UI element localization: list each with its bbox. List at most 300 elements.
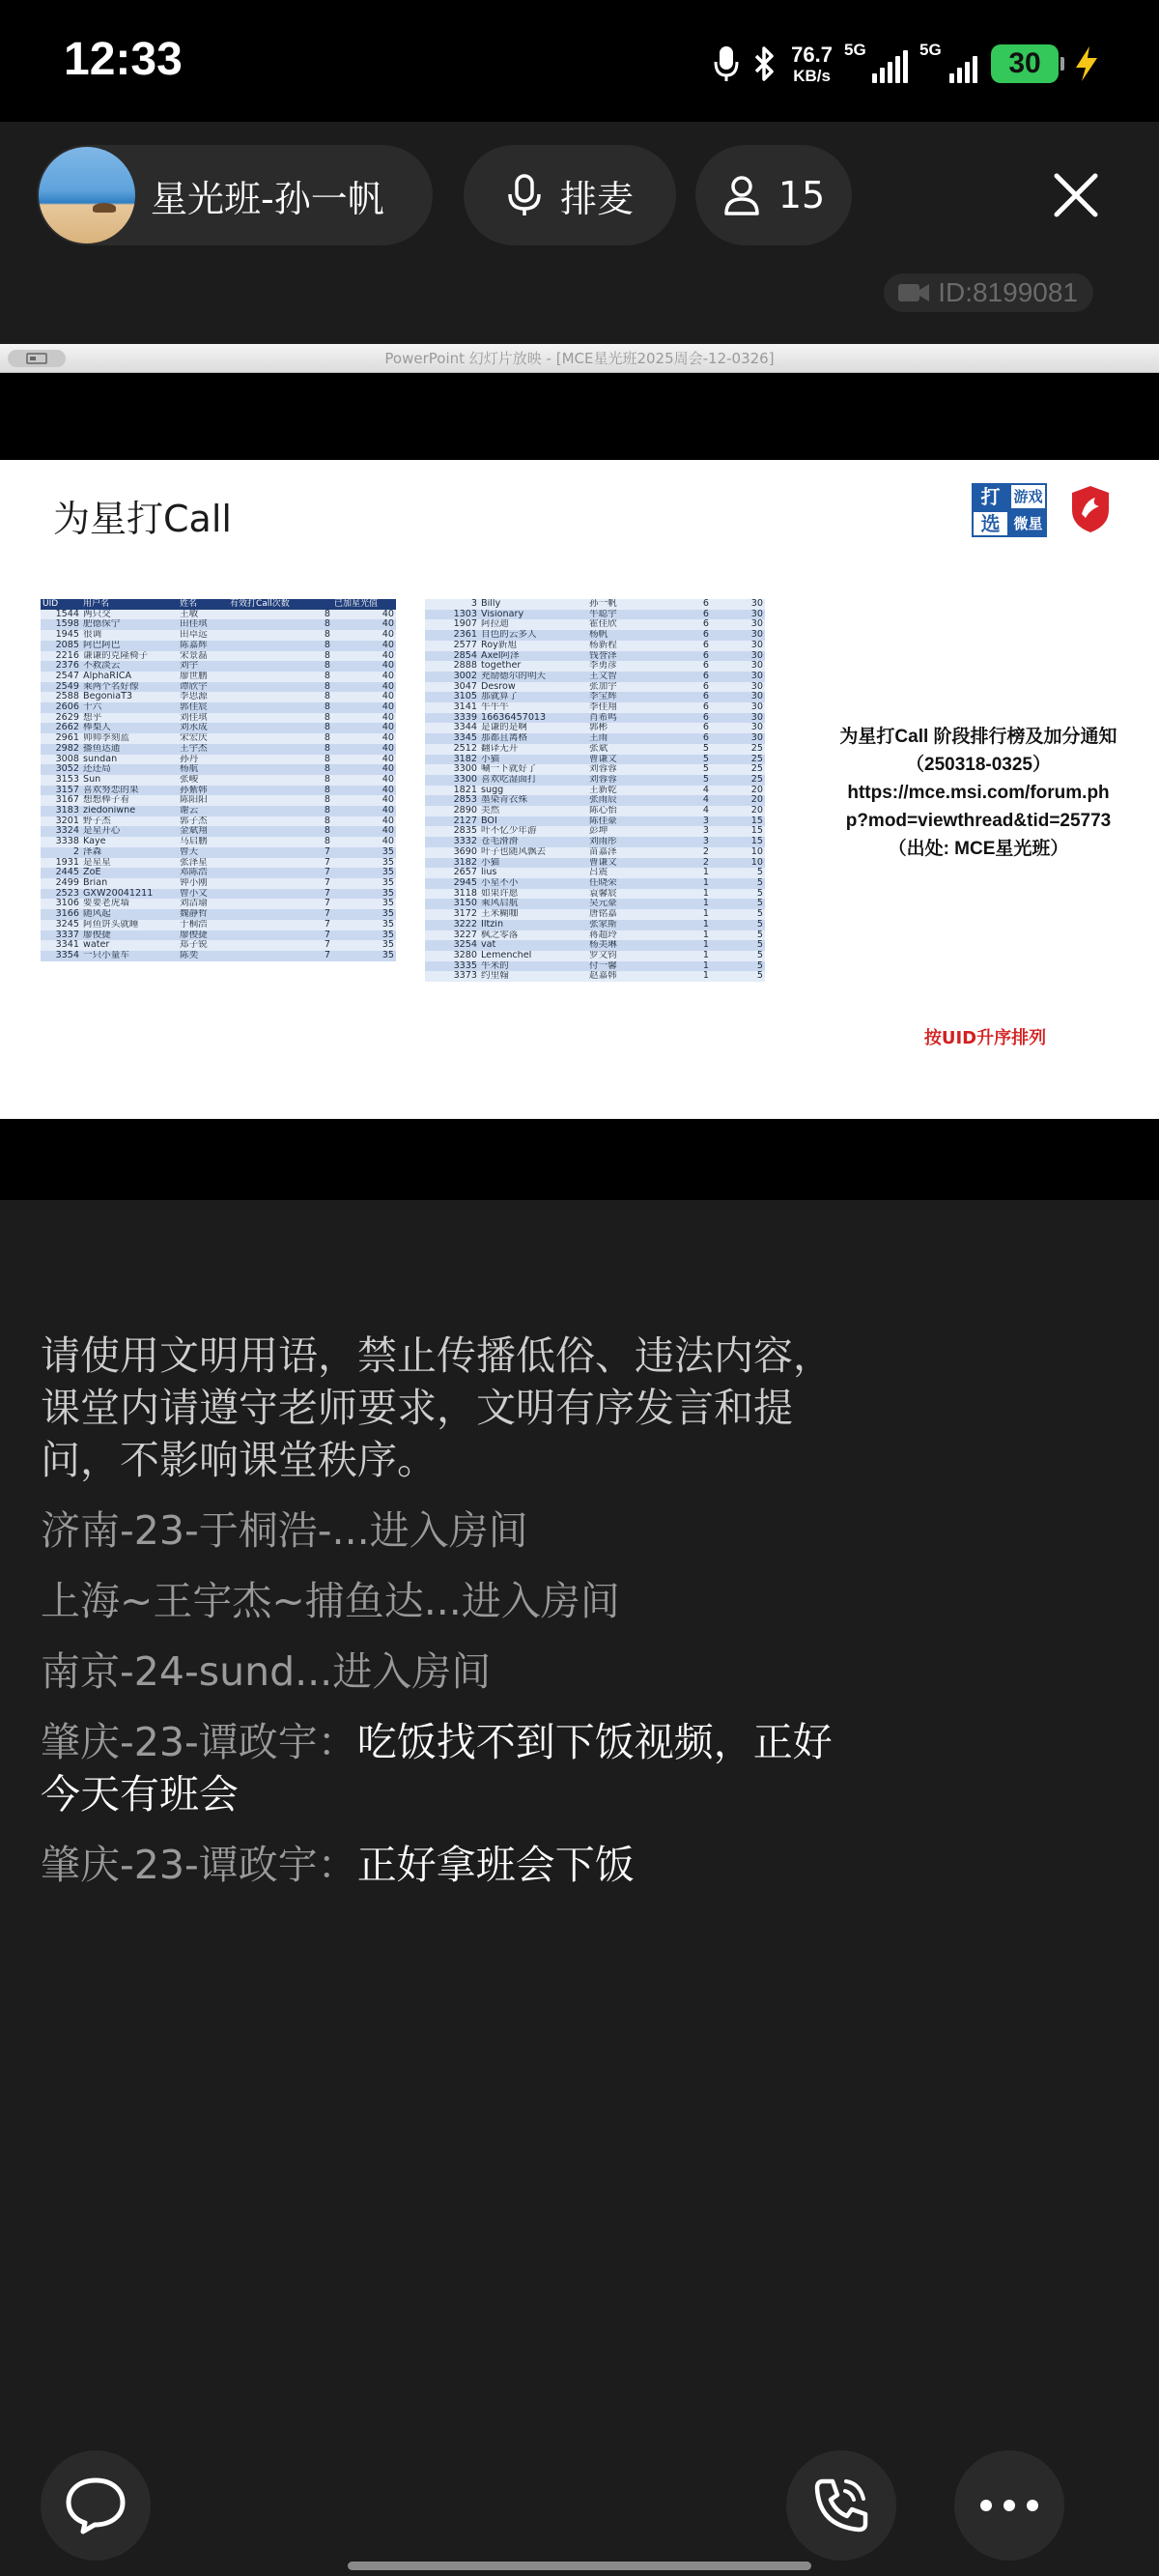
table-row bbox=[41, 940, 396, 951]
table-cell: 2854 bbox=[425, 651, 479, 662]
table-cell: 3141 bbox=[425, 702, 479, 713]
table-cell: 吕震 bbox=[587, 868, 641, 878]
table-row bbox=[425, 858, 765, 869]
table-cell: 陈嘉辉 bbox=[178, 641, 228, 651]
table-cell: 吴元豪 bbox=[587, 899, 641, 909]
table-cell: 2499 bbox=[41, 878, 81, 889]
table-cell: together bbox=[479, 661, 587, 672]
table-cell: 25 bbox=[711, 744, 765, 755]
table-row bbox=[425, 951, 765, 961]
table-cell: 2361 bbox=[425, 630, 479, 641]
table-cell: 5 bbox=[641, 755, 711, 765]
table-cell: 3183 bbox=[41, 806, 81, 816]
table-cell: 5 bbox=[711, 909, 765, 920]
table-cell: 翻译无开 bbox=[479, 744, 587, 755]
voice-call-button[interactable] bbox=[786, 2450, 896, 2561]
table-row bbox=[425, 930, 765, 941]
chat-message bbox=[41, 1504, 842, 1557]
chat-feed bbox=[41, 1330, 842, 1909]
table-cell: 1 bbox=[641, 930, 711, 941]
table-row bbox=[425, 795, 765, 806]
table-cell: 3118 bbox=[425, 889, 479, 900]
table-cell: 35 bbox=[332, 920, 396, 930]
score-table-right bbox=[425, 599, 765, 982]
table-cell: 40 bbox=[332, 744, 396, 755]
table-cell: vat bbox=[479, 940, 587, 951]
table-cell: 赵嘉韩 bbox=[587, 971, 641, 982]
table-cell: 十六 bbox=[81, 702, 178, 713]
table-row bbox=[41, 723, 396, 733]
table-cell: 6 bbox=[641, 610, 711, 620]
table-cell: 张加宇 bbox=[587, 682, 641, 693]
table-cell: 8 bbox=[228, 786, 332, 796]
table-cell: 3332 bbox=[425, 837, 479, 847]
table-cell: 6 bbox=[641, 672, 711, 682]
table-cell: 杨新程 bbox=[587, 641, 641, 651]
table-row bbox=[41, 868, 396, 878]
table-cell: 40 bbox=[332, 610, 396, 620]
table-cell: 1 bbox=[641, 940, 711, 951]
table-cell: 1907 bbox=[425, 619, 479, 630]
chat-message bbox=[41, 1716, 842, 1820]
table-cell: 7 bbox=[228, 920, 332, 930]
table-cell: 35 bbox=[332, 940, 396, 951]
table-cell: 6 bbox=[641, 599, 711, 610]
table-cell: 唐铭嘉 bbox=[587, 909, 641, 920]
table-cell: 宋宏庆 bbox=[178, 733, 228, 744]
table-cell: 35 bbox=[332, 930, 396, 941]
table-cell: 40 bbox=[332, 816, 396, 827]
chat-sender: 肇庆-23-谭政宇： bbox=[41, 1719, 357, 1765]
table-cell: 1 bbox=[641, 920, 711, 930]
table-cell: 李佳翔 bbox=[587, 702, 641, 713]
table-cell: 刘蓉蓉 bbox=[587, 764, 641, 775]
table-cell: 40 bbox=[332, 837, 396, 847]
table-cell: 1 bbox=[641, 878, 711, 889]
table-cell: 2629 bbox=[41, 713, 81, 724]
table-cell: Kaye bbox=[81, 837, 178, 847]
table-row bbox=[425, 847, 765, 858]
table-cell: 15 bbox=[711, 816, 765, 827]
table-cell: ZoE bbox=[81, 868, 178, 878]
table-cell: 6 bbox=[641, 713, 711, 724]
status-bar bbox=[0, 0, 1159, 122]
table-cell: 孙丹 bbox=[178, 755, 228, 765]
table-cell: 2890 bbox=[425, 806, 479, 816]
person-icon bbox=[722, 174, 761, 216]
table-cell: 2888 bbox=[425, 661, 479, 672]
table-row bbox=[425, 971, 765, 982]
column-header: 用户名 bbox=[81, 599, 178, 610]
table-row bbox=[41, 786, 396, 796]
mic-queue-button[interactable] bbox=[464, 145, 676, 245]
table-cell: 2512 bbox=[425, 744, 479, 755]
table-cell: 8 bbox=[228, 661, 332, 672]
table-cell: 7 bbox=[228, 847, 332, 858]
table-cell: 3338 bbox=[41, 837, 81, 847]
table-cell: 杨帆 bbox=[587, 630, 641, 641]
table-cell: 想乎 bbox=[81, 713, 178, 724]
table-cell: 2662 bbox=[41, 723, 81, 733]
table-cell: 8 bbox=[228, 764, 332, 775]
table-cell: 3335 bbox=[425, 961, 479, 972]
status-time: 12:33 bbox=[64, 34, 183, 85]
table-header bbox=[41, 599, 396, 610]
chat-message bbox=[41, 1646, 842, 1698]
table-cell: 3002 bbox=[425, 672, 479, 682]
charging-bolt-icon bbox=[1072, 44, 1101, 83]
table-cell: 付一馨 bbox=[587, 961, 641, 972]
table-cell: 1303 bbox=[425, 610, 479, 620]
table-cell: 喜欢努恋的果 bbox=[81, 786, 178, 796]
table-cell: 田佳琪 bbox=[178, 619, 228, 630]
table-cell: Brian bbox=[81, 878, 178, 889]
table-cell: 牛牛牛 bbox=[479, 702, 587, 713]
table-cell: 5 bbox=[711, 878, 765, 889]
table-cell: 16636457013 bbox=[479, 713, 587, 724]
table-row bbox=[425, 909, 765, 920]
table-cell: 40 bbox=[332, 723, 396, 733]
table-row bbox=[41, 858, 396, 869]
table-cell: 蒋超玲 bbox=[587, 930, 641, 941]
table-cell: 张家斯 bbox=[587, 920, 641, 930]
home-indicator[interactable] bbox=[348, 2562, 811, 2570]
avatar[interactable] bbox=[39, 147, 135, 243]
table-cell: 8 bbox=[228, 744, 332, 755]
table-cell: 30 bbox=[711, 619, 765, 630]
table-cell: lius bbox=[479, 868, 587, 878]
table-cell: 刘佳琪 bbox=[178, 713, 228, 724]
table-cell: 李宝辉 bbox=[587, 692, 641, 702]
table-row bbox=[41, 733, 396, 744]
table-cell: 30 bbox=[711, 702, 765, 713]
table-cell: 8 bbox=[228, 641, 332, 651]
table-cell: 5 bbox=[711, 899, 765, 909]
table-row bbox=[425, 630, 765, 641]
table-cell: 25 bbox=[711, 755, 765, 765]
table-cell: 王米糊咖 bbox=[479, 909, 587, 920]
table-cell: 2577 bbox=[425, 641, 479, 651]
chat-message bbox=[41, 1575, 842, 1627]
table-cell: 泽森 bbox=[81, 847, 178, 858]
microphone-icon bbox=[714, 44, 739, 83]
table-row bbox=[41, 930, 396, 941]
table-row bbox=[41, 889, 396, 900]
table-cell: 魏静哲 bbox=[178, 909, 228, 920]
table-cell: 刘宇 bbox=[178, 661, 228, 672]
table-cell: GXW20041211 bbox=[81, 889, 178, 900]
table-cell: 40 bbox=[332, 755, 396, 765]
signal-sim1-icon bbox=[844, 41, 908, 83]
table-row bbox=[425, 744, 765, 755]
table-cell: 牛聪宇 bbox=[587, 610, 641, 620]
table-row bbox=[425, 920, 765, 930]
table-cell: 40 bbox=[332, 672, 396, 682]
table-cell: 陈心怡 bbox=[587, 806, 641, 816]
table-cell: 叶不忆少年游 bbox=[479, 826, 587, 837]
table-cell: 40 bbox=[332, 692, 396, 702]
column-header: 姓名 bbox=[178, 599, 228, 610]
table-cell: 3373 bbox=[425, 971, 479, 982]
table-cell: 金斌翔 bbox=[178, 826, 228, 837]
table-cell: 3245 bbox=[41, 920, 81, 930]
table-cell: 肥德保宁 bbox=[81, 619, 178, 630]
room-header bbox=[0, 122, 1159, 296]
table-cell: 20 bbox=[711, 806, 765, 816]
more-dots-icon bbox=[977, 2498, 1041, 2513]
table-cell: 2547 bbox=[41, 672, 81, 682]
table-cell: 自色的云多人 bbox=[479, 630, 587, 641]
table-cell: 宋景磊 bbox=[178, 651, 228, 662]
table-cell: 3047 bbox=[425, 682, 479, 693]
table-cell: 孙紫韩 bbox=[178, 786, 228, 796]
table-cell: 曹谦文 bbox=[587, 755, 641, 765]
table-cell: 2961 bbox=[41, 733, 81, 744]
ppt-menu-icon bbox=[8, 350, 66, 367]
chat-sender: 济南-23-于桐浩-...进入房间 bbox=[41, 1507, 528, 1554]
table-cell: 2657 bbox=[425, 868, 479, 878]
table-cell: 2549 bbox=[41, 682, 81, 693]
column-header: 已加星光值 bbox=[332, 599, 396, 610]
table-cell: 35 bbox=[332, 858, 396, 869]
table-cell: 3008 bbox=[41, 755, 81, 765]
table-cell: 10 bbox=[711, 858, 765, 869]
battery-icon: 30 bbox=[991, 44, 1059, 83]
mic-queue-label: 排麦 bbox=[559, 177, 634, 220]
table-cell: 35 bbox=[332, 847, 396, 858]
table-cell: 陈阳阳 bbox=[178, 795, 228, 806]
table-cell: 40 bbox=[332, 630, 396, 641]
table-cell: 2085 bbox=[41, 641, 81, 651]
table-cell: 8 bbox=[228, 713, 332, 724]
table-cell: 美然 bbox=[479, 806, 587, 816]
table-row bbox=[425, 837, 765, 847]
table-cell: 3324 bbox=[41, 826, 81, 837]
table-cell: 2982 bbox=[41, 744, 81, 755]
table-cell: 袁馨宸 bbox=[587, 889, 641, 900]
table-cell: 8 bbox=[228, 702, 332, 713]
table-cell: 王敏 bbox=[178, 610, 228, 620]
table-cell: 阿巴阿巴 bbox=[81, 641, 178, 651]
table-cell: 3105 bbox=[425, 692, 479, 702]
slide-title: 为星打Call bbox=[53, 498, 232, 540]
table-cell: 2588 bbox=[41, 692, 81, 702]
table-cell: 3182 bbox=[425, 858, 479, 869]
table-cell: 想想棒子看 bbox=[81, 795, 178, 806]
chat-sender: 南京-24-sund...进入房间 bbox=[41, 1648, 492, 1695]
table-cell: 3227 bbox=[425, 930, 479, 941]
table-cell: 15 bbox=[711, 826, 765, 837]
table-cell: 7 bbox=[228, 889, 332, 900]
table-cell: 陈奕 bbox=[178, 951, 228, 961]
chat-input-button[interactable] bbox=[41, 2450, 151, 2561]
table-cell: 30 bbox=[711, 713, 765, 724]
member-count-button[interactable] bbox=[695, 145, 852, 245]
table-cell: 杨美琳 bbox=[587, 940, 641, 951]
table-cell: Visionary bbox=[479, 610, 587, 620]
table-cell: 5 bbox=[641, 764, 711, 775]
bluetooth-icon bbox=[752, 44, 777, 83]
table-cell: 牛米的 bbox=[479, 961, 587, 972]
table-cell: 3354 bbox=[41, 951, 81, 961]
table-cell: 2945 bbox=[425, 878, 479, 889]
table-cell: 8 bbox=[228, 619, 332, 630]
table-cell: 郭彬 bbox=[587, 723, 641, 733]
system-notice: 请使用文明用语，禁止传播低俗、违法内容，课堂内请遵守老师要求，文明有序发言和提问，不影响课堂秩序。 bbox=[41, 1332, 833, 1483]
table-cell: 4 bbox=[641, 795, 711, 806]
table-row bbox=[41, 920, 396, 930]
table-cell: 谦谦的克隆椅子 bbox=[81, 651, 178, 662]
table-row bbox=[41, 672, 396, 682]
table-cell: 郭佳宸 bbox=[178, 702, 228, 713]
table-row bbox=[41, 816, 396, 827]
table-cell: 1 bbox=[641, 868, 711, 878]
table-cell: 叶子也随风飘去 bbox=[479, 847, 587, 858]
chat-text: 吃饭找不到下饭视频，正好今天有班会 bbox=[41, 1719, 833, 1818]
table-cell: 8 bbox=[228, 816, 332, 827]
column-header: 有效打Call次数 bbox=[228, 599, 332, 610]
table-cell: 2376 bbox=[41, 661, 81, 672]
table-cell: 于桐浩 bbox=[178, 920, 228, 930]
table-cell: 刘永成 bbox=[178, 723, 228, 733]
table-cell: 2606 bbox=[41, 702, 81, 713]
table-cell: 张泽星 bbox=[178, 858, 228, 869]
table-cell: 5 bbox=[641, 744, 711, 755]
table-row bbox=[41, 806, 396, 816]
table-cell: 3690 bbox=[425, 847, 479, 858]
table-cell: 1 bbox=[641, 899, 711, 909]
table-cell: 野子杰 bbox=[81, 816, 178, 827]
table-row bbox=[425, 775, 765, 786]
table-cell: 肖希鸣 bbox=[587, 713, 641, 724]
close-button[interactable] bbox=[1041, 160, 1111, 230]
table-cell: 田卓远 bbox=[178, 630, 228, 641]
table-cell: 苍毛滑滑 bbox=[479, 837, 587, 847]
table-cell: 5 bbox=[711, 868, 765, 878]
table-cell: 5 bbox=[711, 930, 765, 941]
video-camera-icon bbox=[897, 281, 930, 304]
phone-icon bbox=[809, 2474, 873, 2537]
table-cell: 3106 bbox=[41, 899, 81, 909]
table-cell: 廖俊捷 bbox=[81, 930, 178, 941]
table-cell: 霍佳欣 bbox=[587, 619, 641, 630]
table-cell: 40 bbox=[332, 764, 396, 775]
table-cell: 1 bbox=[641, 961, 711, 972]
table-cell: 20 bbox=[711, 786, 765, 796]
table-cell: 30 bbox=[711, 651, 765, 662]
table-cell: 乘风启航 bbox=[479, 899, 587, 909]
table-cell: 陈佳豪 bbox=[587, 816, 641, 827]
table-row bbox=[425, 940, 765, 951]
table-cell: 40 bbox=[332, 806, 396, 816]
table-cell: 3337 bbox=[41, 930, 81, 941]
table-cell: 郑子锐 bbox=[178, 940, 228, 951]
table-row bbox=[425, 692, 765, 702]
table-cell: Iltzin bbox=[479, 920, 587, 930]
table-row bbox=[41, 682, 396, 693]
table-cell: 帅帅季刻蓝 bbox=[81, 733, 178, 744]
table-cell: 40 bbox=[332, 795, 396, 806]
table-row bbox=[41, 847, 396, 858]
table-cell: 2127 bbox=[425, 816, 479, 827]
table-cell: 1598 bbox=[41, 619, 81, 630]
table-row bbox=[41, 899, 396, 909]
table-cell: Roy新旭 bbox=[479, 641, 587, 651]
table-cell: 刘蓉蓉 bbox=[587, 775, 641, 786]
table-cell: 彭坤 bbox=[587, 826, 641, 837]
table-cell: 5 bbox=[711, 940, 765, 951]
table-cell: 8 bbox=[228, 806, 332, 816]
table-cell: Axel阿泽 bbox=[479, 651, 587, 662]
table-cell: 1821 bbox=[425, 786, 479, 796]
table-cell: 8 bbox=[228, 795, 332, 806]
table-cell: 3167 bbox=[41, 795, 81, 806]
table-cell: 30 bbox=[711, 692, 765, 702]
room-info-pill[interactable] bbox=[37, 145, 433, 245]
table-cell: 3052 bbox=[41, 764, 81, 775]
table-cell: 3339 bbox=[425, 713, 479, 724]
table-row bbox=[41, 630, 396, 641]
table-row bbox=[41, 610, 396, 620]
table-row bbox=[425, 610, 765, 620]
table-cell: 王文智 bbox=[587, 672, 641, 682]
table-cell: 3166 bbox=[41, 909, 81, 920]
table-cell: 40 bbox=[332, 641, 396, 651]
table-cell: 35 bbox=[332, 951, 396, 961]
chat-text: 正好拿班会下饭 bbox=[356, 1842, 635, 1888]
table-cell: 是星开心 bbox=[81, 826, 178, 837]
table-row bbox=[41, 878, 396, 889]
table-cell: 3344 bbox=[425, 723, 479, 733]
table-cell: 40 bbox=[332, 733, 396, 744]
table-cell: 5 bbox=[711, 971, 765, 982]
table-cell: 3 bbox=[641, 816, 711, 827]
table-row bbox=[41, 837, 396, 847]
table-cell: 3222 bbox=[425, 920, 479, 930]
table-cell: 30 bbox=[711, 672, 765, 682]
table-cell: 7 bbox=[228, 878, 332, 889]
shared-screen[interactable] bbox=[0, 344, 1159, 1200]
table-row bbox=[41, 641, 396, 651]
table-cell: 8 bbox=[228, 610, 332, 620]
notice-link: https://mce.msi.com/forum.ph bbox=[847, 783, 1110, 803]
network-speed bbox=[791, 44, 833, 84]
table-cell: 8 bbox=[228, 775, 332, 786]
table-row bbox=[41, 764, 396, 775]
table-row bbox=[425, 806, 765, 816]
table-row bbox=[425, 682, 765, 693]
table-cell: ziedoniwne bbox=[81, 806, 178, 816]
more-options-button[interactable] bbox=[954, 2450, 1064, 2561]
table-row bbox=[425, 816, 765, 827]
table-row bbox=[425, 599, 765, 610]
table-cell: 5 bbox=[711, 889, 765, 900]
table-cell: 30 bbox=[711, 661, 765, 672]
table-cell: 播鱼达通 bbox=[81, 744, 178, 755]
table-cell: 7 bbox=[228, 858, 332, 869]
table-cell: 35 bbox=[332, 868, 396, 878]
table-cell: 阿拉迪 bbox=[479, 619, 587, 630]
game-logo: 打 游戏 选 微星 bbox=[972, 483, 1047, 537]
notice-link: p?mod=viewthread&tid=25773 bbox=[845, 811, 1112, 831]
table-cell: 墨染青衣殊 bbox=[479, 795, 587, 806]
table-cell: 5 bbox=[711, 961, 765, 972]
table-cell: 2445 bbox=[41, 868, 81, 878]
table-cell: 任晓荣 bbox=[587, 878, 641, 889]
table-cell: 2 bbox=[41, 847, 81, 858]
table-row bbox=[425, 786, 765, 796]
table-cell: 4 bbox=[641, 806, 711, 816]
